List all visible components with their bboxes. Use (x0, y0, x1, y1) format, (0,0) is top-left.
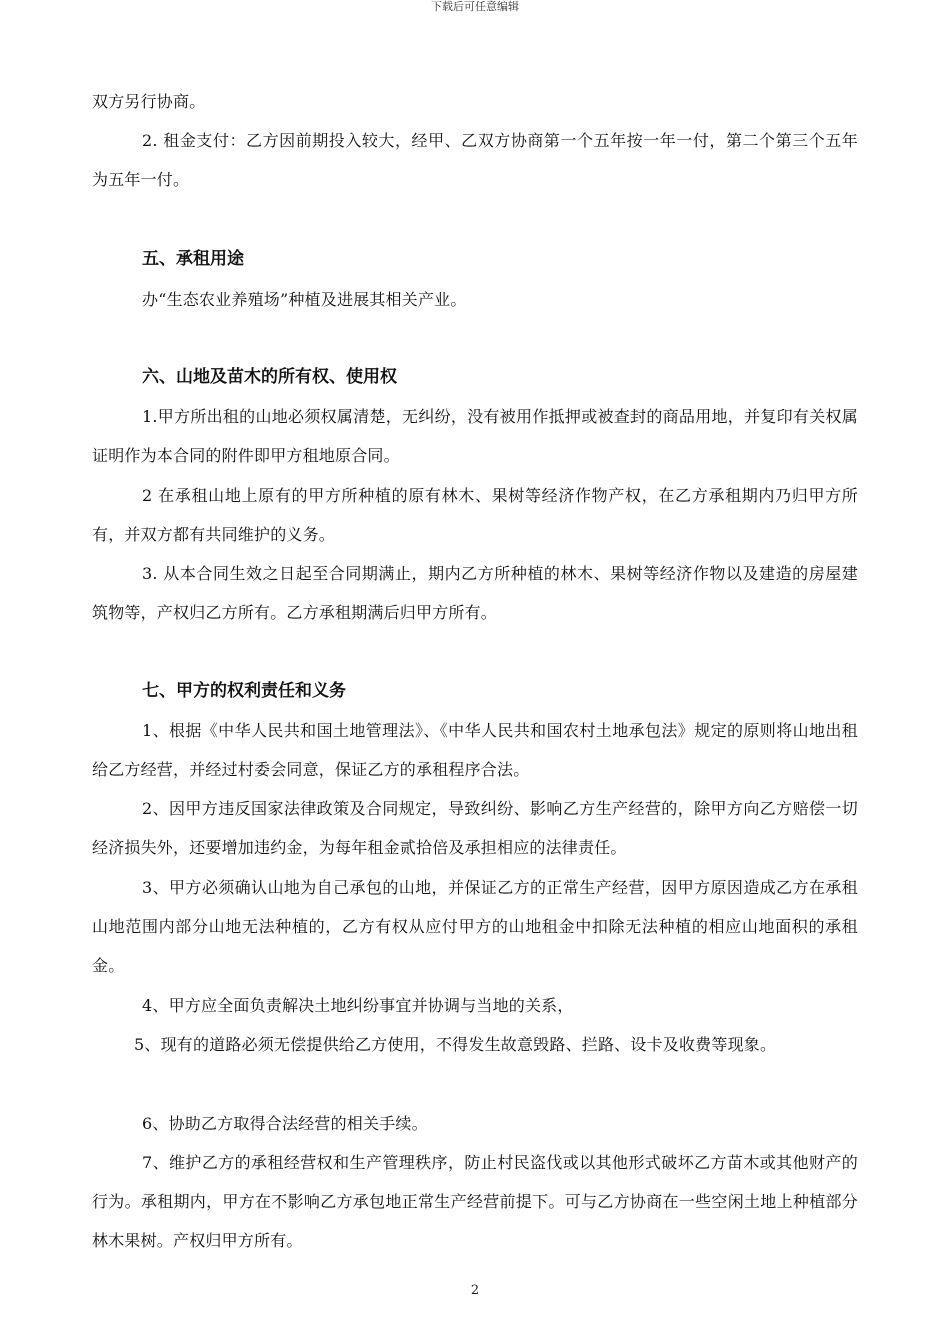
paragraph-6-1: 1.甲方所出租的山地必须权属清楚，无纠纷，没有被用作抵押或被查封的商品用地，并复印有关权属证明作为本合同的附件即甲方租地原合同。 (92, 407, 858, 465)
section-heading-6: 六、山地及苗木的所有权、使用权 (142, 367, 397, 387)
paragraph-7-2: 2、因甲方违反国家法律政策及合同规定，导致纠纷、影响乙方生产经营的，除甲方向乙方赔偿一切经济损失外，还要增加违约金，为每年租金贰拾倍及承担相应的法律责任。 (92, 799, 858, 857)
paragraph-6-3: 3. 从本合同生效之日起至合同期满止，期内乙方所种植的林木、果树等经济作物以及建造的房屋建筑物等，产权归乙方所有。乙方承租期满后归甲方所有。 (92, 564, 858, 622)
paragraph-lease-purpose: 办“生态农业养殖场”种植及进展其相关产业。 (142, 290, 467, 309)
paragraph-7-4: 4、甲方应全面负责解决土地纠纷事宜并协调与当地的关系， (142, 996, 574, 1015)
page-header-note: 下载后可任意编辑 (431, 0, 519, 13)
section-heading-7: 七、甲方的权利责任和义务 (142, 681, 346, 701)
paragraph-7-1: 1、根据《中华人民共和国土地管理法》、《中华人民共和国农村土地承包法》规定的原则将山地出租给乙方经营，并经过村委会同意，保证乙方的承租程序合法。 (92, 721, 858, 779)
paragraph-7-5: 5、现有的道路必须无偿提供给乙方使用，不得发生故意毁路、拦路、设卡及收费等现象。 (134, 1035, 777, 1054)
page-number: 2 (470, 1283, 480, 1298)
paragraph-rent-payment: 2. 租金支付：乙方因前期投入较大，经甲、乙双方协商第一个五年按一年一付，第二个第三个五年为五年一付。 (92, 131, 858, 189)
section-heading-5: 五、承租用途 (142, 249, 244, 269)
paragraph-6-2: 2 在承租山地上原有的甲方所种植的原有林木、果树等经济作物产权，在乙方承租期内乃归甲方所有，并双方都有共同维护的义务。 (92, 486, 858, 544)
paragraph-continuation: 双方另行协商。 (92, 92, 206, 111)
paragraph-7-3: 3、甲方必须确认山地为自己承包的山地，并保证乙方的正常生产经营，因甲方原因造成乙方在承租山地范围内部分山地无法种植的，乙方有权从应付甲方的山地租金中扣除无法种植的相应山地面积的承租金。 (92, 878, 858, 975)
paragraph-7-7: 7、维护乙方的承租经营权和生产管理秩序，防止村民盗伐或以其他形式破坏乙方苗木或其他财产的行为。承租期内，甲方在不影响乙方承包地正常生产经营前提下。可与乙方协商在一些空闲土地上种植部分林木果树。产权归甲方所有。 (92, 1153, 858, 1250)
paragraph-7-6: 6、协助乙方取得合法经营的相关手续。 (142, 1114, 428, 1133)
